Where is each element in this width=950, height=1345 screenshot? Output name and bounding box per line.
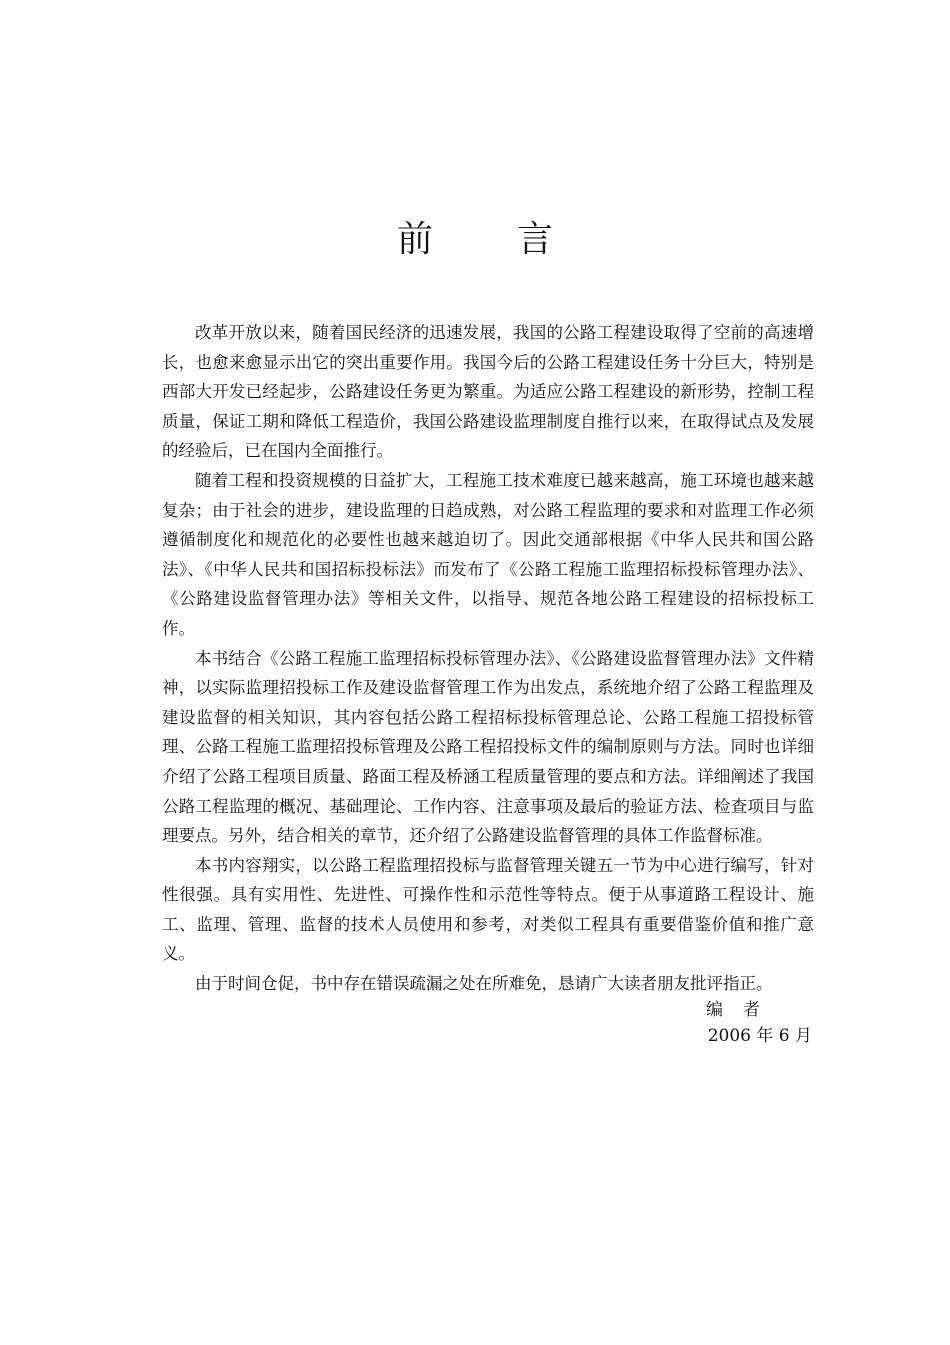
paragraph-1: 改革开放以来，随着国民经济的迅速发展，我国的公路工程建设取得了空前的高速增长，也愈来愈显示出它的突出重要作用。我国今后的公路工程建设任务十分巨大，特别是西部大开发已经起步，公路建设任务更为繁重。为适应公路工程建设的新形势，控制工程质量，保证工期和降低工程造价，我国公路建设监理制度自推行以来，在取得试点及发展的经验后，已在国内全面推行。 [162, 323, 814, 461]
title-char-2: 言 [517, 219, 554, 260]
preface-body [162, 318, 814, 999]
paragraph-3: 本书结合《公路工程施工监理招标投标管理办法》、《公路建设监督管理办法》文件精神，以实际监理招投标工作及建设监督管理工作为出发点，系统地介绍了公路工程监理及建设监督的相关知识，其内容包括公路工程招标投标管理总论、公路工程施工招投标管理、公路工程施工监理招投标管理及公路工程招投标文件的编制原则与方法。同时也详细介绍了公路工程项目质量、路面工程及桥涵工程质量管理的要点和方法。详细阐述了我国公路工程监理的概况、基础理论、工作内容、注意事项及最后的验证方法、检查项目与监理要点。另外，结合相关的章节，还介绍了公路建设监督管理的具体工作监督标准。 [162, 648, 814, 846]
signature-block [706, 997, 812, 1049]
paragraph-2: 随着工程和投资规模的日益扩大，工程施工技术难度已越来越高，施工环境也越来越复杂；由于社会的进步，建设监理的日趋成熟，对公路工程监理的要求和对监理工作必须遵循制度化和规范化的必要性也越来越迫切了。因此交通部根据《中华人民共和国公路法》、《中华人民共和国招标投标法》而发布了《公路工程施工监理招标投标管理办法》、《公路建设监督管理办法》等相关文件，以指导、规范各地公路工程建设的招标投标工作。 [162, 470, 814, 638]
paragraph-5: 由于时间仓促，书中存在错误疏漏之处在所难免，恳请广大读者朋友批评指正。 [195, 974, 773, 994]
page-title [0, 215, 950, 265]
title-char-1: 前 [397, 219, 434, 260]
signature-date: 2006 年 6 月 [707, 1026, 812, 1046]
author-signature: 编者 [706, 1000, 780, 1020]
paragraph-4: 本书内容翔实，以公路工程监理招投标与监督管理关键五一节为中心进行编写，针对性很强。具有实用性、先进性、可操作性和示范性等特点。便于从事道路工程设计、施工、监理、管理、监督的技术人员使用和参考，对类似工程具有重要借鉴价值和推广意义。 [162, 855, 814, 964]
